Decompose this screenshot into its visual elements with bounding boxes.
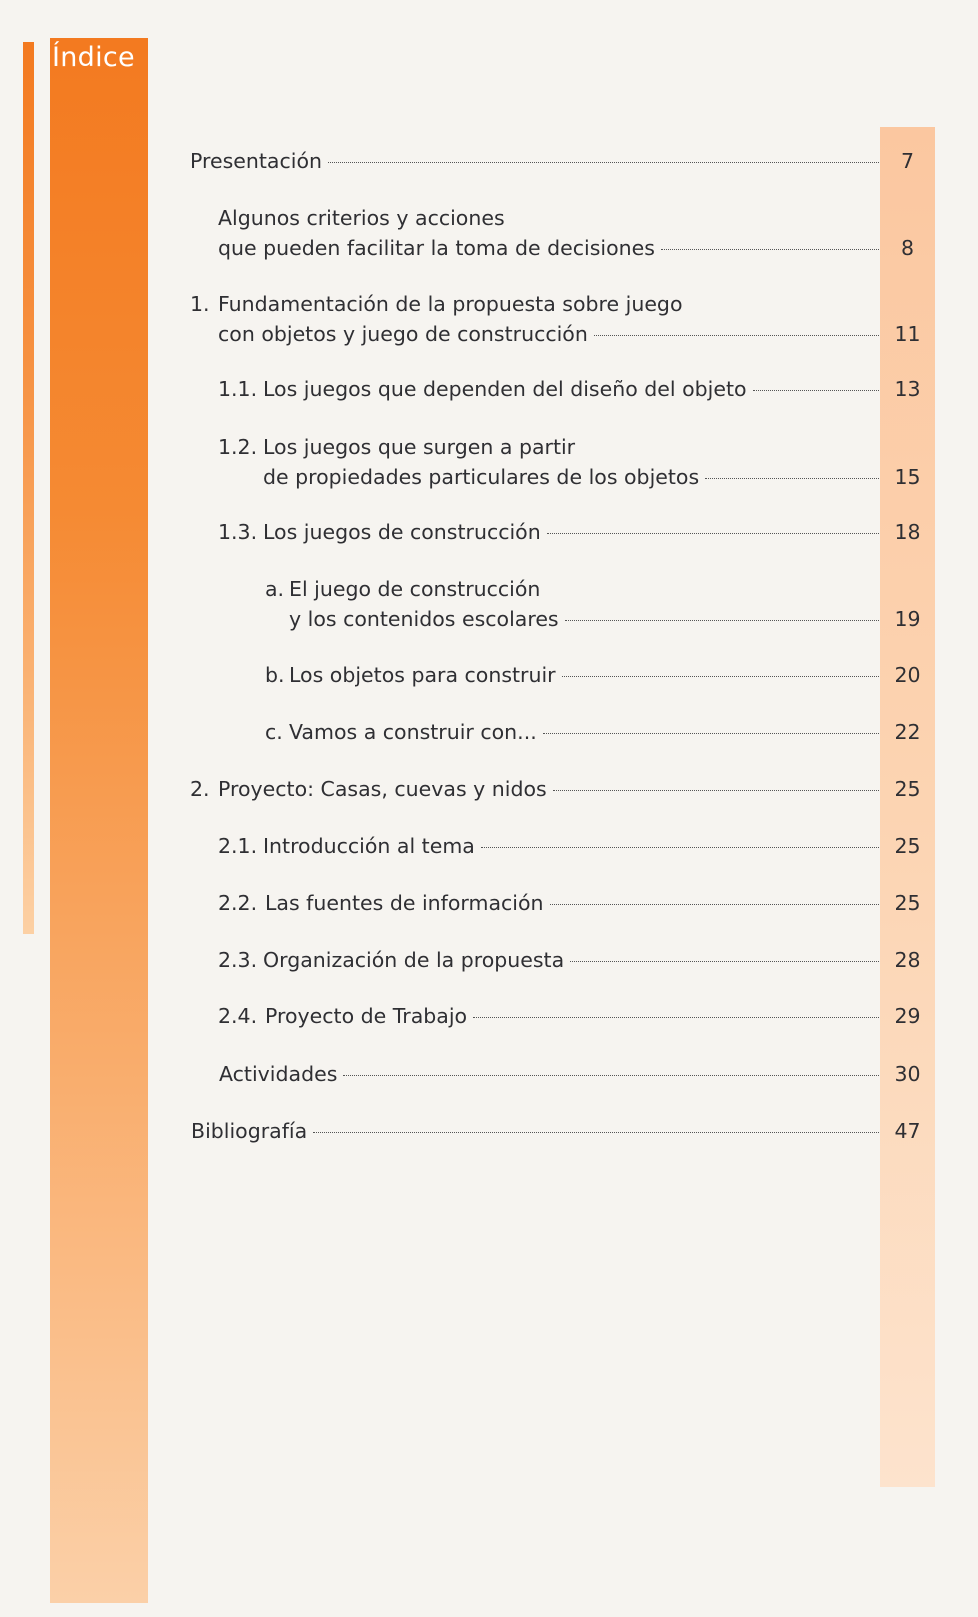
toc-entry-title: Actividades — [219, 1062, 338, 1086]
toc-entry-title: que pueden facilitar la toma de decisiones — [218, 236, 655, 260]
toc-entry-number: a. — [265, 577, 285, 601]
toc-page-number: 25 — [894, 777, 921, 801]
toc-page-number: 13 — [894, 377, 921, 401]
toc-entry-title: Los juegos que dependen del diseño del objeto — [263, 377, 747, 401]
toc-entry-title: de propiedades particulares de los objetos — [263, 465, 700, 489]
toc-entry-title-line: Los juegos que surgen a partir — [263, 435, 576, 459]
toc-page-number: 47 — [894, 1119, 921, 1143]
toc-entry-title-line: Fundamentación de la propuesta sobre juego — [218, 292, 683, 316]
toc-entry-number: b. — [265, 663, 285, 687]
toc-entry-number: 2.1. — [218, 834, 258, 858]
toc-page-number: 22 — [894, 720, 921, 744]
toc-entry-title: Los juegos de construcción — [263, 520, 541, 544]
dot-leader — [594, 335, 879, 336]
toc-entry-number: 2. — [190, 777, 210, 801]
dot-leader — [565, 620, 879, 621]
toc-entry-title: con objetos y juego de construcción — [218, 322, 588, 346]
toc-page-number: 11 — [894, 322, 921, 346]
toc-entry-title: Presentación — [190, 149, 322, 173]
toc-page-number: 15 — [894, 465, 921, 489]
toc-entry-title: Proyecto: Casas, cuevas y nidos — [218, 777, 547, 801]
toc-entry-title: Bibliografía — [191, 1119, 308, 1143]
toc-page-number: 18 — [894, 520, 921, 544]
toc-entry-title: Organización de la propuesta — [263, 948, 565, 972]
toc-page-number: 19 — [894, 607, 921, 631]
toc-entry-number: 1.2. — [218, 435, 258, 459]
dot-leader — [343, 1075, 879, 1076]
toc-entry-title: Vamos a construir con... — [289, 720, 537, 744]
toc-entry-title-line: El juego de construcción — [289, 577, 541, 601]
dot-leader — [313, 1132, 879, 1133]
dot-leader — [543, 733, 879, 734]
dot-leader — [481, 847, 879, 848]
dot-leader — [705, 478, 879, 479]
dot-leader — [473, 1017, 879, 1018]
toc-page-number: 20 — [894, 663, 921, 687]
dot-leader — [547, 533, 879, 534]
toc-entry-number: 1.1. — [218, 377, 258, 401]
dot-leader — [553, 790, 879, 791]
toc-page-number: 7 — [900, 149, 915, 173]
toc-page-number: 8 — [900, 236, 915, 260]
toc-entry-number: 2.3. — [218, 948, 258, 972]
dot-leader — [753, 390, 879, 391]
dot-leader — [562, 676, 879, 677]
toc-entry-title: y los contenidos escolares — [289, 607, 559, 631]
toc-entry-title: Las fuentes de información — [265, 891, 544, 915]
dot-leader — [328, 162, 879, 163]
index-title: Índice — [52, 42, 135, 73]
toc-entry-number: 2.2. — [218, 891, 258, 915]
decorative-side-band — [50, 38, 148, 1603]
dot-leader — [570, 961, 879, 962]
toc-page-number: 30 — [894, 1062, 921, 1086]
toc-entry-title: Introducción al tema — [263, 834, 475, 858]
toc-entry-number: c. — [265, 720, 283, 744]
toc-entry-number: 1. — [190, 292, 210, 316]
decorative-thin-bar — [23, 42, 34, 934]
toc-entry-number: 1.3. — [218, 520, 258, 544]
toc-entry-title: Proyecto de Trabajo — [265, 1004, 468, 1028]
toc-entry-title: Los objetos para construir — [289, 663, 556, 687]
toc-entry-title-line: Algunos criterios y acciones — [218, 206, 505, 230]
toc-entry-number: 2.4. — [218, 1004, 258, 1028]
toc-page-number: 25 — [894, 834, 921, 858]
toc-page-number: 25 — [894, 891, 921, 915]
dot-leader — [661, 249, 879, 250]
toc-page-number: 29 — [894, 1004, 921, 1028]
dot-leader — [550, 904, 879, 905]
toc-page-number: 28 — [894, 948, 921, 972]
